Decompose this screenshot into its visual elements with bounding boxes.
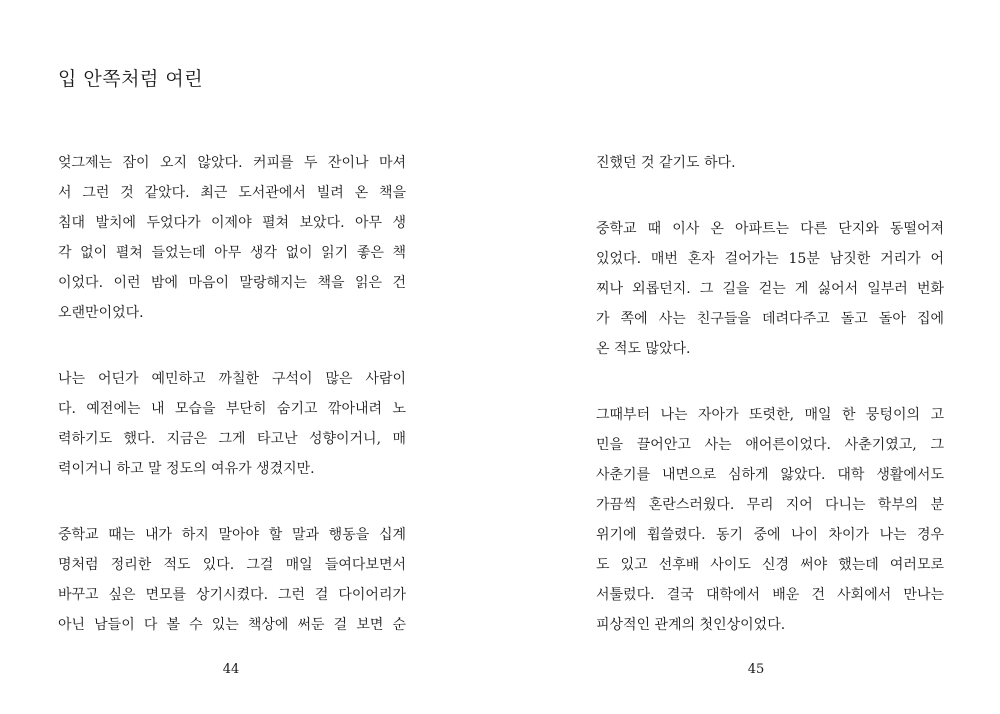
text-line: 그때부터 나는 자아가 또렷한, 매일 한 뭉텅이의 고	[596, 407, 944, 423]
chapter-title: 입 안쪽처럼 여린	[58, 68, 204, 90]
paragraph	[596, 148, 944, 178]
text-line: 나는 어딘가 예민하고 까칠한 구석이 많은 사람이	[58, 371, 406, 387]
right-page-body	[596, 148, 944, 676]
text-line: 서 그런 것 같았다. 최근 도서관에서 빌려 온 책을	[58, 185, 406, 201]
text-line: 아닌 남들이 다 볼 수 있는 책상에 써둔 걸 보면 순	[58, 617, 406, 633]
text-line: 진했던 것 같기도 하다.	[596, 155, 736, 171]
text-line: 온 적도 많았다.	[596, 341, 691, 357]
text-line: 이었다. 이런 밤에 마음이 말랑해지는 책을 읽은 건	[58, 275, 406, 291]
text-line: 력이거니 하고 말 정도의 여유가 생겼지만.	[58, 461, 315, 477]
text-line: 가 쪽에 사는 친구들을 데려다주고 돌고 돌아 집에	[596, 311, 944, 327]
text-line: 명처럼 정리한 적도 있다. 그걸 매일 들여다보면서	[58, 557, 406, 573]
left-page-body	[58, 148, 406, 676]
page-number: 44	[222, 662, 240, 677]
text-line: 오랜만이었다.	[58, 305, 144, 321]
paragraph	[596, 214, 944, 364]
paragraph	[58, 520, 406, 640]
text-line: 가끔씩 혼란스러웠다. 무리 지어 다니는 학부의 분	[596, 497, 944, 513]
text-line: 력하기도 했다. 지금은 그게 타고난 성향이거니, 매	[58, 431, 406, 447]
text-line: 도 있고 선후배 사이도 신경 써야 했는데 여러모로	[596, 557, 944, 573]
paragraph	[58, 148, 406, 328]
text-line: 서툴렀다. 결국 대학에서 배운 건 사회에서 만나는	[596, 587, 944, 603]
page-number: 45	[747, 662, 765, 677]
paragraph	[58, 364, 406, 484]
text-line: 중학교 때 이사 온 아파트는 다른 단지와 동떨어져	[596, 221, 944, 237]
text-line: 사춘기를 내면으로 심하게 앓았다. 대학 생활에서도	[596, 467, 944, 483]
text-line: 침대 발치에 두었다가 이제야 펼쳐 보았다. 아무 생	[58, 215, 406, 231]
text-line: 위기에 휩쓸렸다. 동기 중에 나이 차이가 나는 경우	[596, 527, 944, 543]
text-line: 피상적인 관계의 첫인상이었다.	[596, 617, 786, 633]
text-line: 찌나 외롭던지. 그 길을 걷는 게 싫어서 일부러 번화	[596, 281, 944, 297]
text-line: 각 없이 펼쳐 들었는데 아무 생각 없이 읽기 좋은 책	[58, 245, 406, 261]
text-line: 엊그제는 잠이 오지 않았다. 커피를 두 잔이나 마셔	[58, 155, 406, 171]
paragraph	[596, 400, 944, 640]
right-page	[500, 0, 1000, 714]
text-line: 민을 끌어안고 사는 애어른이었다. 사춘기였고, 그	[596, 437, 944, 453]
text-line: 있었다. 매번 혼자 걸어가는 15분 남짓한 거리가 어	[596, 251, 944, 267]
text-line: 다. 예전에는 내 모습을 부단히 숨기고 깎아내려 노	[58, 401, 406, 417]
text-line: 바꾸고 싶은 면모를 상기시켰다. 그런 걸 다이어리가	[58, 587, 406, 603]
text-line: 중학교 때는 내가 하지 말아야 할 말과 행동을 십계	[58, 527, 406, 543]
